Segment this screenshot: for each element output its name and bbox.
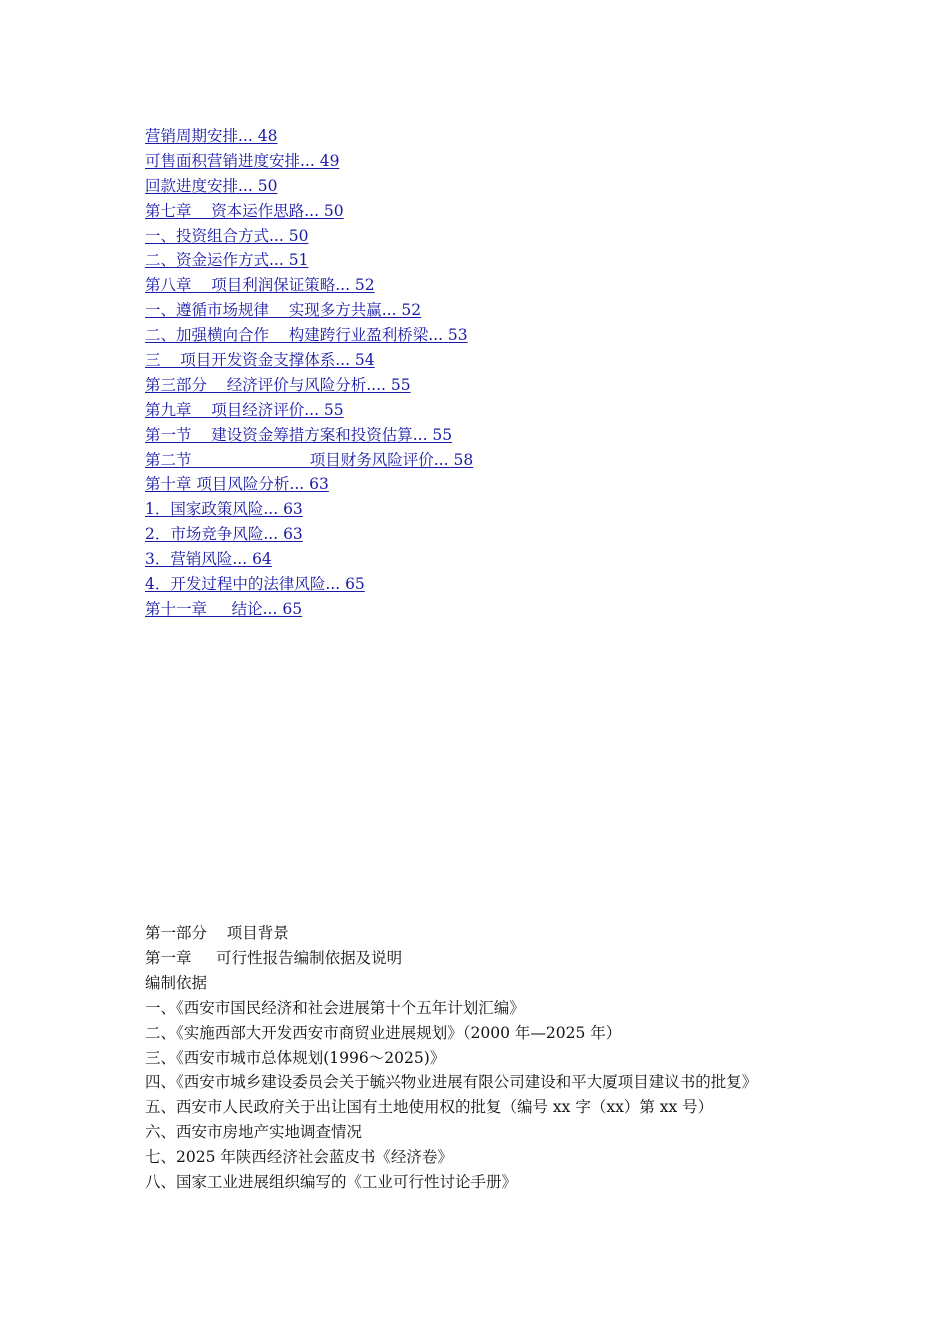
toc-link-chapter-11[interactable]: 第十一章 结论... 65 — [145, 599, 303, 618]
section-heading: 编制依据 — [145, 973, 208, 992]
toc-link-payment-collection[interactable]: 回款进度安排... 50 — [145, 176, 278, 195]
basis-item: 五、西安市人民政府关于出让国有土地使用权的批复（编号 xx 字（xx）第 xx 号） — [145, 1098, 714, 1117]
toc-link-chapter-10[interactable]: 第十章 项目风险分析... 63 — [145, 475, 329, 494]
basis-item: 三、《西安市城市总体规划(1996～2025)》 — [145, 1048, 446, 1067]
toc-link-chapter-9[interactable]: 第九章 项目经济评价... 55 — [145, 400, 344, 419]
toc-link-chapter-7[interactable]: 第七章 资本运作思路... 50 — [145, 201, 344, 220]
table-of-contents — [145, 124, 845, 622]
toc-link-market-rules[interactable]: 一、遵循市场规律 实现多方共赢... 52 — [145, 301, 422, 320]
toc-link-part-3[interactable]: 第三部分 经济评价与风险分析.... 55 — [145, 375, 411, 394]
chapter-heading: 第一章 可行性报告编制依据及说明 — [145, 948, 403, 967]
toc-link-legal-risk[interactable]: 4．开发过程中的法律风险... 65 — [145, 575, 365, 594]
toc-link-policy-risk[interactable]: 1．国家政策风险... 63 — [145, 500, 303, 519]
basis-item: 六、西安市房地产实地调查情况 — [145, 1123, 363, 1142]
toc-link-horizontal-cooperation[interactable]: 二、加强横向合作 构建跨行业盈利桥梁... 53 — [145, 326, 468, 345]
toc-link-saleable-area-progress[interactable]: 可售面积营销进度安排... 49 — [145, 151, 340, 170]
document-body — [145, 921, 810, 1195]
toc-link-competition-risk[interactable]: 2．市场竞争风险... 63 — [145, 525, 303, 544]
basis-item: 一、《西安市国民经济和社会进展第十个五年计划汇编》 — [145, 998, 525, 1017]
part-heading: 第一部分 项目背景 — [145, 924, 289, 942]
toc-link-section-2[interactable]: 第二节 项目财务风险评价... 58 — [145, 450, 474, 469]
toc-link-marketing-cycle[interactable]: 营销周期安排... 48 — [145, 127, 278, 145]
toc-link-investment-portfolio[interactable]: 一、投资组合方式... 50 — [145, 226, 309, 245]
toc-link-marketing-risk[interactable]: 3．营销风险... 64 — [145, 550, 272, 569]
basis-item: 八、国家工业进展组织编写的《工业可行性讨论手册》 — [145, 1173, 518, 1192]
toc-link-fund-operation[interactable]: 二、资金运作方式... 51 — [145, 251, 309, 270]
toc-link-funding-system[interactable]: 三 项目开发资金支撑体系... 54 — [145, 351, 375, 370]
basis-item: 二、《实施西部大开发西安市商贸业进展规划》（2000 年—2025 年） — [145, 1023, 622, 1042]
toc-link-chapter-8[interactable]: 第八章 项目利润保证策略... 52 — [145, 276, 375, 295]
basis-item: 七、2025 年陕西经济社会蓝皮书《经济卷》 — [145, 1148, 453, 1167]
basis-item: 四、《西安市城乡建设委员会关于毓兴物业进展有限公司建设和平大厦项目建议书的批复》 — [145, 1073, 758, 1092]
toc-link-section-1[interactable]: 第一节 建设资金筹措方案和投资估算... 55 — [145, 425, 453, 444]
